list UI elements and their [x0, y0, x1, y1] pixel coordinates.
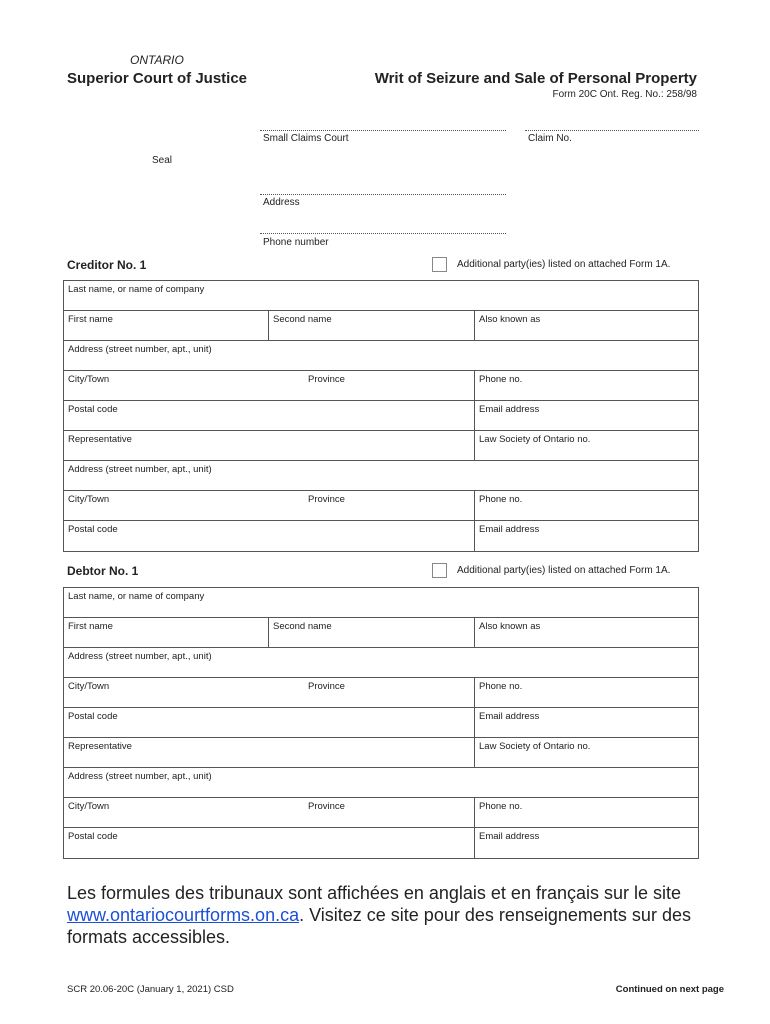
- last-name-field[interactable]: [64, 281, 698, 310]
- table-row: [64, 371, 698, 401]
- rep-phone-field[interactable]: [474, 491, 698, 520]
- table-row: [64, 798, 698, 828]
- representative-label: Representative: [68, 741, 132, 752]
- table-row: [64, 648, 698, 678]
- postal-field[interactable]: [64, 401, 474, 430]
- second-name-label: Second name: [273, 621, 332, 632]
- rep-city-label: City/Town: [68, 494, 110, 505]
- continued-label: Continued on next page: [615, 984, 724, 995]
- debtor-table: [63, 587, 699, 859]
- creditor-heading: Creditor No. 1: [67, 258, 147, 272]
- address-field[interactable]: [64, 341, 698, 370]
- email-field[interactable]: [474, 401, 698, 430]
- debtor-rep-city-field[interactable]: [64, 798, 304, 827]
- table-row: [64, 401, 698, 431]
- debtor-rep-phone-field[interactable]: [474, 798, 698, 827]
- debtor-last-name-field[interactable]: [64, 588, 698, 617]
- phone-label: Phone no.: [479, 374, 523, 385]
- aka-label: Also known as: [479, 314, 541, 325]
- debtor-address-field[interactable]: [64, 648, 698, 677]
- postal-label: Postal code: [68, 404, 118, 415]
- table-row: [64, 828, 698, 858]
- debtor-rep-email-field[interactable]: [474, 828, 698, 858]
- rep-province-label: Province: [308, 801, 345, 812]
- aka-label: Also known as: [479, 621, 541, 632]
- table-row: [64, 281, 698, 311]
- debtor-postal-field[interactable]: [64, 708, 474, 737]
- claim-no-label: Claim No.: [528, 133, 572, 144]
- form-code: SCR 20.06-20C (January 1, 2021) CSD: [67, 984, 234, 995]
- table-row: [64, 431, 698, 461]
- rep-city-label: City/Town: [68, 801, 110, 812]
- rep-postal-field[interactable]: [64, 521, 474, 551]
- representative-label: Representative: [68, 434, 132, 445]
- debtor-heading: Debtor No. 1: [67, 564, 139, 578]
- form-number: Form 20C Ont. Reg. No.: 258/98: [552, 89, 697, 100]
- court-address-field[interactable]: [260, 194, 506, 195]
- rep-phone-label: Phone no.: [479, 801, 523, 812]
- debtor-lso-field[interactable]: [474, 738, 698, 767]
- city-label: City/Town: [68, 681, 110, 692]
- rep-province-field[interactable]: [304, 491, 474, 520]
- table-row: [64, 618, 698, 648]
- phone-field[interactable]: [474, 371, 698, 400]
- rep-postal-label: Postal code: [68, 524, 118, 535]
- debtor-rep-address-field[interactable]: [64, 768, 698, 797]
- table-row: [64, 738, 698, 768]
- rep-phone-label: Phone no.: [479, 494, 523, 505]
- table-row: [64, 588, 698, 618]
- court-phone-field[interactable]: [260, 233, 506, 234]
- debtor-second-name-field[interactable]: [268, 618, 474, 647]
- city-label: City/Town: [68, 374, 110, 385]
- city-field[interactable]: [64, 371, 304, 400]
- debtor-additional-label: Additional party(ies) listed on attached Form 1A.: [457, 565, 671, 576]
- debtor-province-field[interactable]: [304, 678, 474, 707]
- table-row: [64, 341, 698, 371]
- lso-label: Law Society of Ontario no.: [479, 741, 591, 752]
- first-name-field[interactable]: [64, 311, 268, 340]
- representative-field[interactable]: [64, 431, 474, 460]
- second-name-label: Second name: [273, 314, 332, 325]
- court-name: Superior Court of Justice: [67, 70, 248, 87]
- debtor-first-name-field[interactable]: [64, 618, 268, 647]
- table-row: [64, 311, 698, 341]
- rep-city-field[interactable]: [64, 491, 304, 520]
- small-claims-court-field[interactable]: [260, 130, 506, 131]
- lso-label: Law Society of Ontario no.: [479, 434, 591, 445]
- rep-province-label: Province: [308, 494, 345, 505]
- language-notice: [67, 882, 707, 948]
- last-name-label: Last name, or name of company: [68, 591, 205, 602]
- rep-address-label: Address (street number, apt., unit): [68, 464, 212, 475]
- form-title: Writ of Seizure and Sale of Personal Property: [374, 70, 697, 87]
- court-phone-label: Phone number: [263, 237, 329, 248]
- first-name-label: First name: [68, 621, 113, 632]
- table-row: [64, 521, 698, 551]
- debtor-rep-postal-field[interactable]: [64, 828, 474, 858]
- forms-website-link[interactable]: www.ontariocourtforms.on.ca: [67, 905, 300, 925]
- address-label: Address (street number, apt., unit): [68, 651, 212, 662]
- last-name-label: Last name, or name of company: [68, 284, 205, 295]
- aka-field[interactable]: [474, 311, 698, 340]
- rep-email-field[interactable]: [474, 521, 698, 551]
- rep-address-field[interactable]: [64, 461, 698, 490]
- debtor-aka-field[interactable]: [474, 618, 698, 647]
- postal-label: Postal code: [68, 711, 118, 722]
- creditor-additional-checkbox[interactable]: [432, 257, 447, 272]
- table-row: [64, 491, 698, 521]
- province-label: Province: [308, 681, 345, 692]
- creditor-additional-label: Additional party(ies) listed on attached Form 1A.: [457, 259, 671, 270]
- email-label: Email address: [479, 711, 540, 722]
- rep-postal-label: Postal code: [68, 831, 118, 842]
- email-label: Email address: [479, 404, 540, 415]
- notice-text-after: . Visitez ce site pour des renseignements sur des formats accessibles.: [67, 905, 691, 947]
- province-field[interactable]: [304, 371, 474, 400]
- seal-label: Seal: [152, 155, 173, 166]
- debtor-email-field[interactable]: [474, 708, 698, 737]
- debtor-rep-province-field[interactable]: [304, 798, 474, 827]
- debtor-city-field[interactable]: [64, 678, 304, 707]
- table-row: [64, 461, 698, 491]
- phone-label: Phone no.: [479, 681, 523, 692]
- court-address-label: Address: [263, 197, 300, 208]
- notice-text-before: Les formules des tribunaux sont affichées en anglais et en français sur le site: [67, 883, 682, 903]
- rep-address-label: Address (street number, apt., unit): [68, 771, 212, 782]
- rep-email-label: Email address: [479, 524, 540, 535]
- jurisdiction: ONTARIO: [130, 53, 184, 67]
- table-row: [64, 768, 698, 798]
- claim-no-field[interactable]: [525, 130, 699, 131]
- lso-field[interactable]: [474, 431, 698, 460]
- debtor-representative-field[interactable]: [64, 738, 474, 767]
- small-claims-court-label: Small Claims Court: [263, 133, 349, 144]
- creditor-table: [63, 280, 699, 552]
- rep-email-label: Email address: [479, 831, 540, 842]
- province-label: Province: [308, 374, 345, 385]
- debtor-additional-checkbox[interactable]: [432, 563, 447, 578]
- debtor-phone-field[interactable]: [474, 678, 698, 707]
- address-label: Address (street number, apt., unit): [68, 344, 212, 355]
- table-row: [64, 678, 698, 708]
- first-name-label: First name: [68, 314, 113, 325]
- second-name-field[interactable]: [268, 311, 474, 340]
- table-row: [64, 708, 698, 738]
